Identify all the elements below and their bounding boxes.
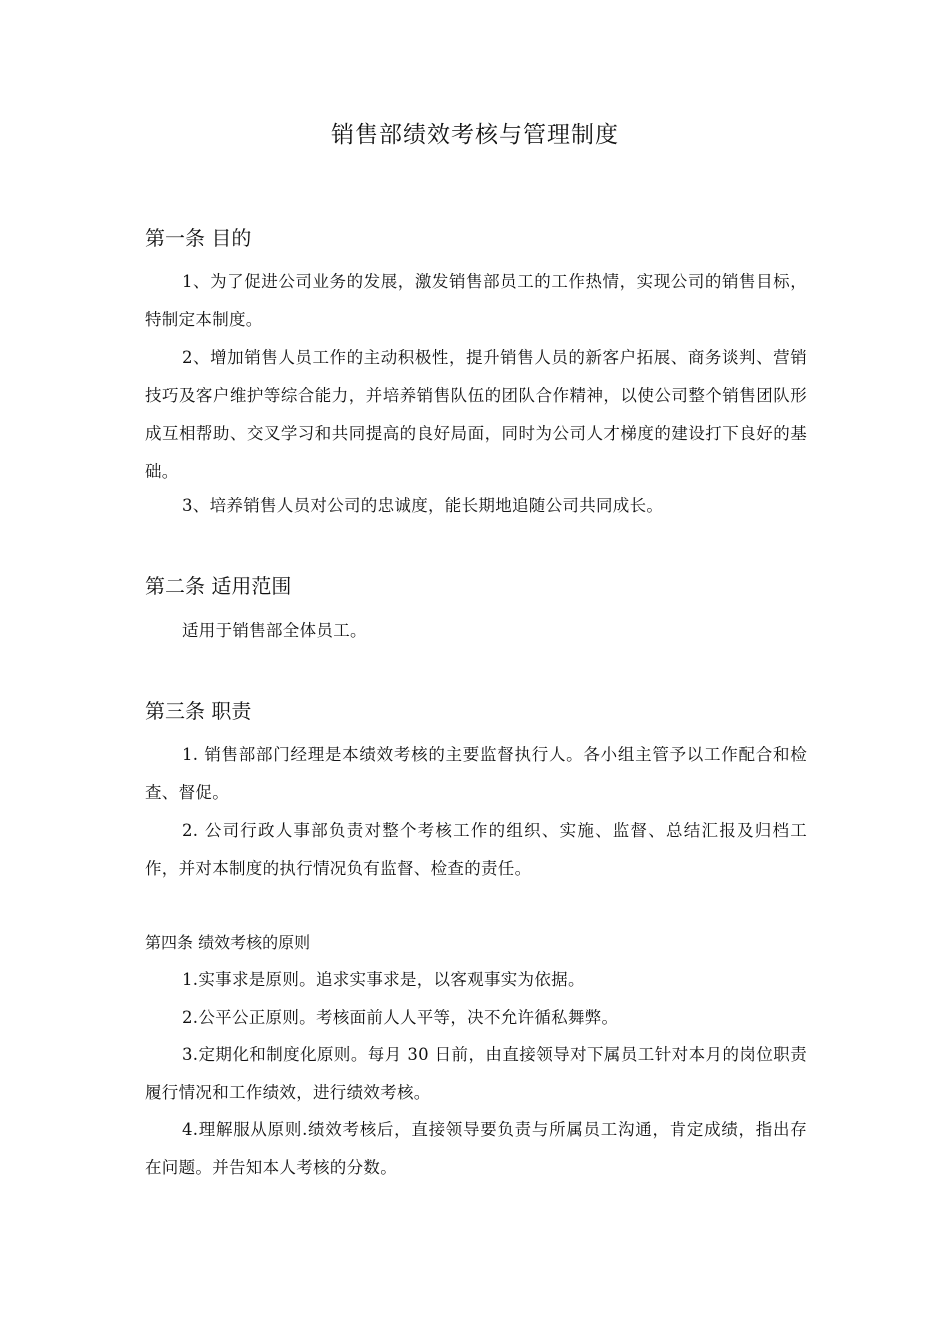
paragraph: 1. 销售部部门经理是本绩效考核的主要监督执行人。各小组主管予以工作配合和检查、督促。 [145, 745, 807, 802]
paragraph: 3.定期化和制度化原则。每月 30 日前，由直接领导对下属员工针对本月的岗位职责履行情况和工作绩效，进行绩效考核。 [145, 1045, 807, 1102]
section-heading-principles: 第四条 绩效考核的原则 [145, 933, 311, 952]
paragraph: 3、培养销售人员对公司的忠诚度，能长期地追随公司共同成长。 [182, 496, 664, 515]
section-heading-purpose: 第一条 目的 [145, 226, 252, 250]
paragraph: 4.理解服从原则.绩效考核后，直接领导要负责与所属员工沟通，肯定成绩，指出存在问题。并告知本人考核的分数。 [145, 1120, 807, 1177]
paragraph: 2. 公司行政人事部负责对整个考核工作的组织、实施、监督、总结汇报及归档工作，并对本制度的执行情况负有监督、检查的责任。 [145, 821, 807, 878]
paragraph: 2.公平公正原则。考核面前人人平等，决不允许循私舞弊。 [182, 1008, 619, 1027]
section-heading-scope: 第二条 适用范围 [145, 574, 292, 598]
paragraph: 适用于销售部全体员工。 [182, 621, 367, 640]
section-heading-duties: 第三条 职责 [145, 699, 252, 723]
document-title: 销售部绩效考核与管理制度 [331, 122, 619, 148]
paragraph: 1、为了促进公司业务的发展，激发销售部员工的工作热情，实现公司的销售目标，特制定本制度。 [145, 272, 807, 329]
paragraph: 1.实事求是原则。追求实事求是，以客观事实为依据。 [182, 970, 585, 989]
paragraph: 2、增加销售人员工作的主动积极性，提升销售人员的新客户拓展、商务谈判、营销技巧及客户维护等综合能力，并培养销售队伍的团队合作精神，以使公司整个销售团队形成互相帮助、交叉学习和共同提高的良好局面，同时为公司人才梯度的建设打下良好的基础。 [145, 348, 807, 481]
